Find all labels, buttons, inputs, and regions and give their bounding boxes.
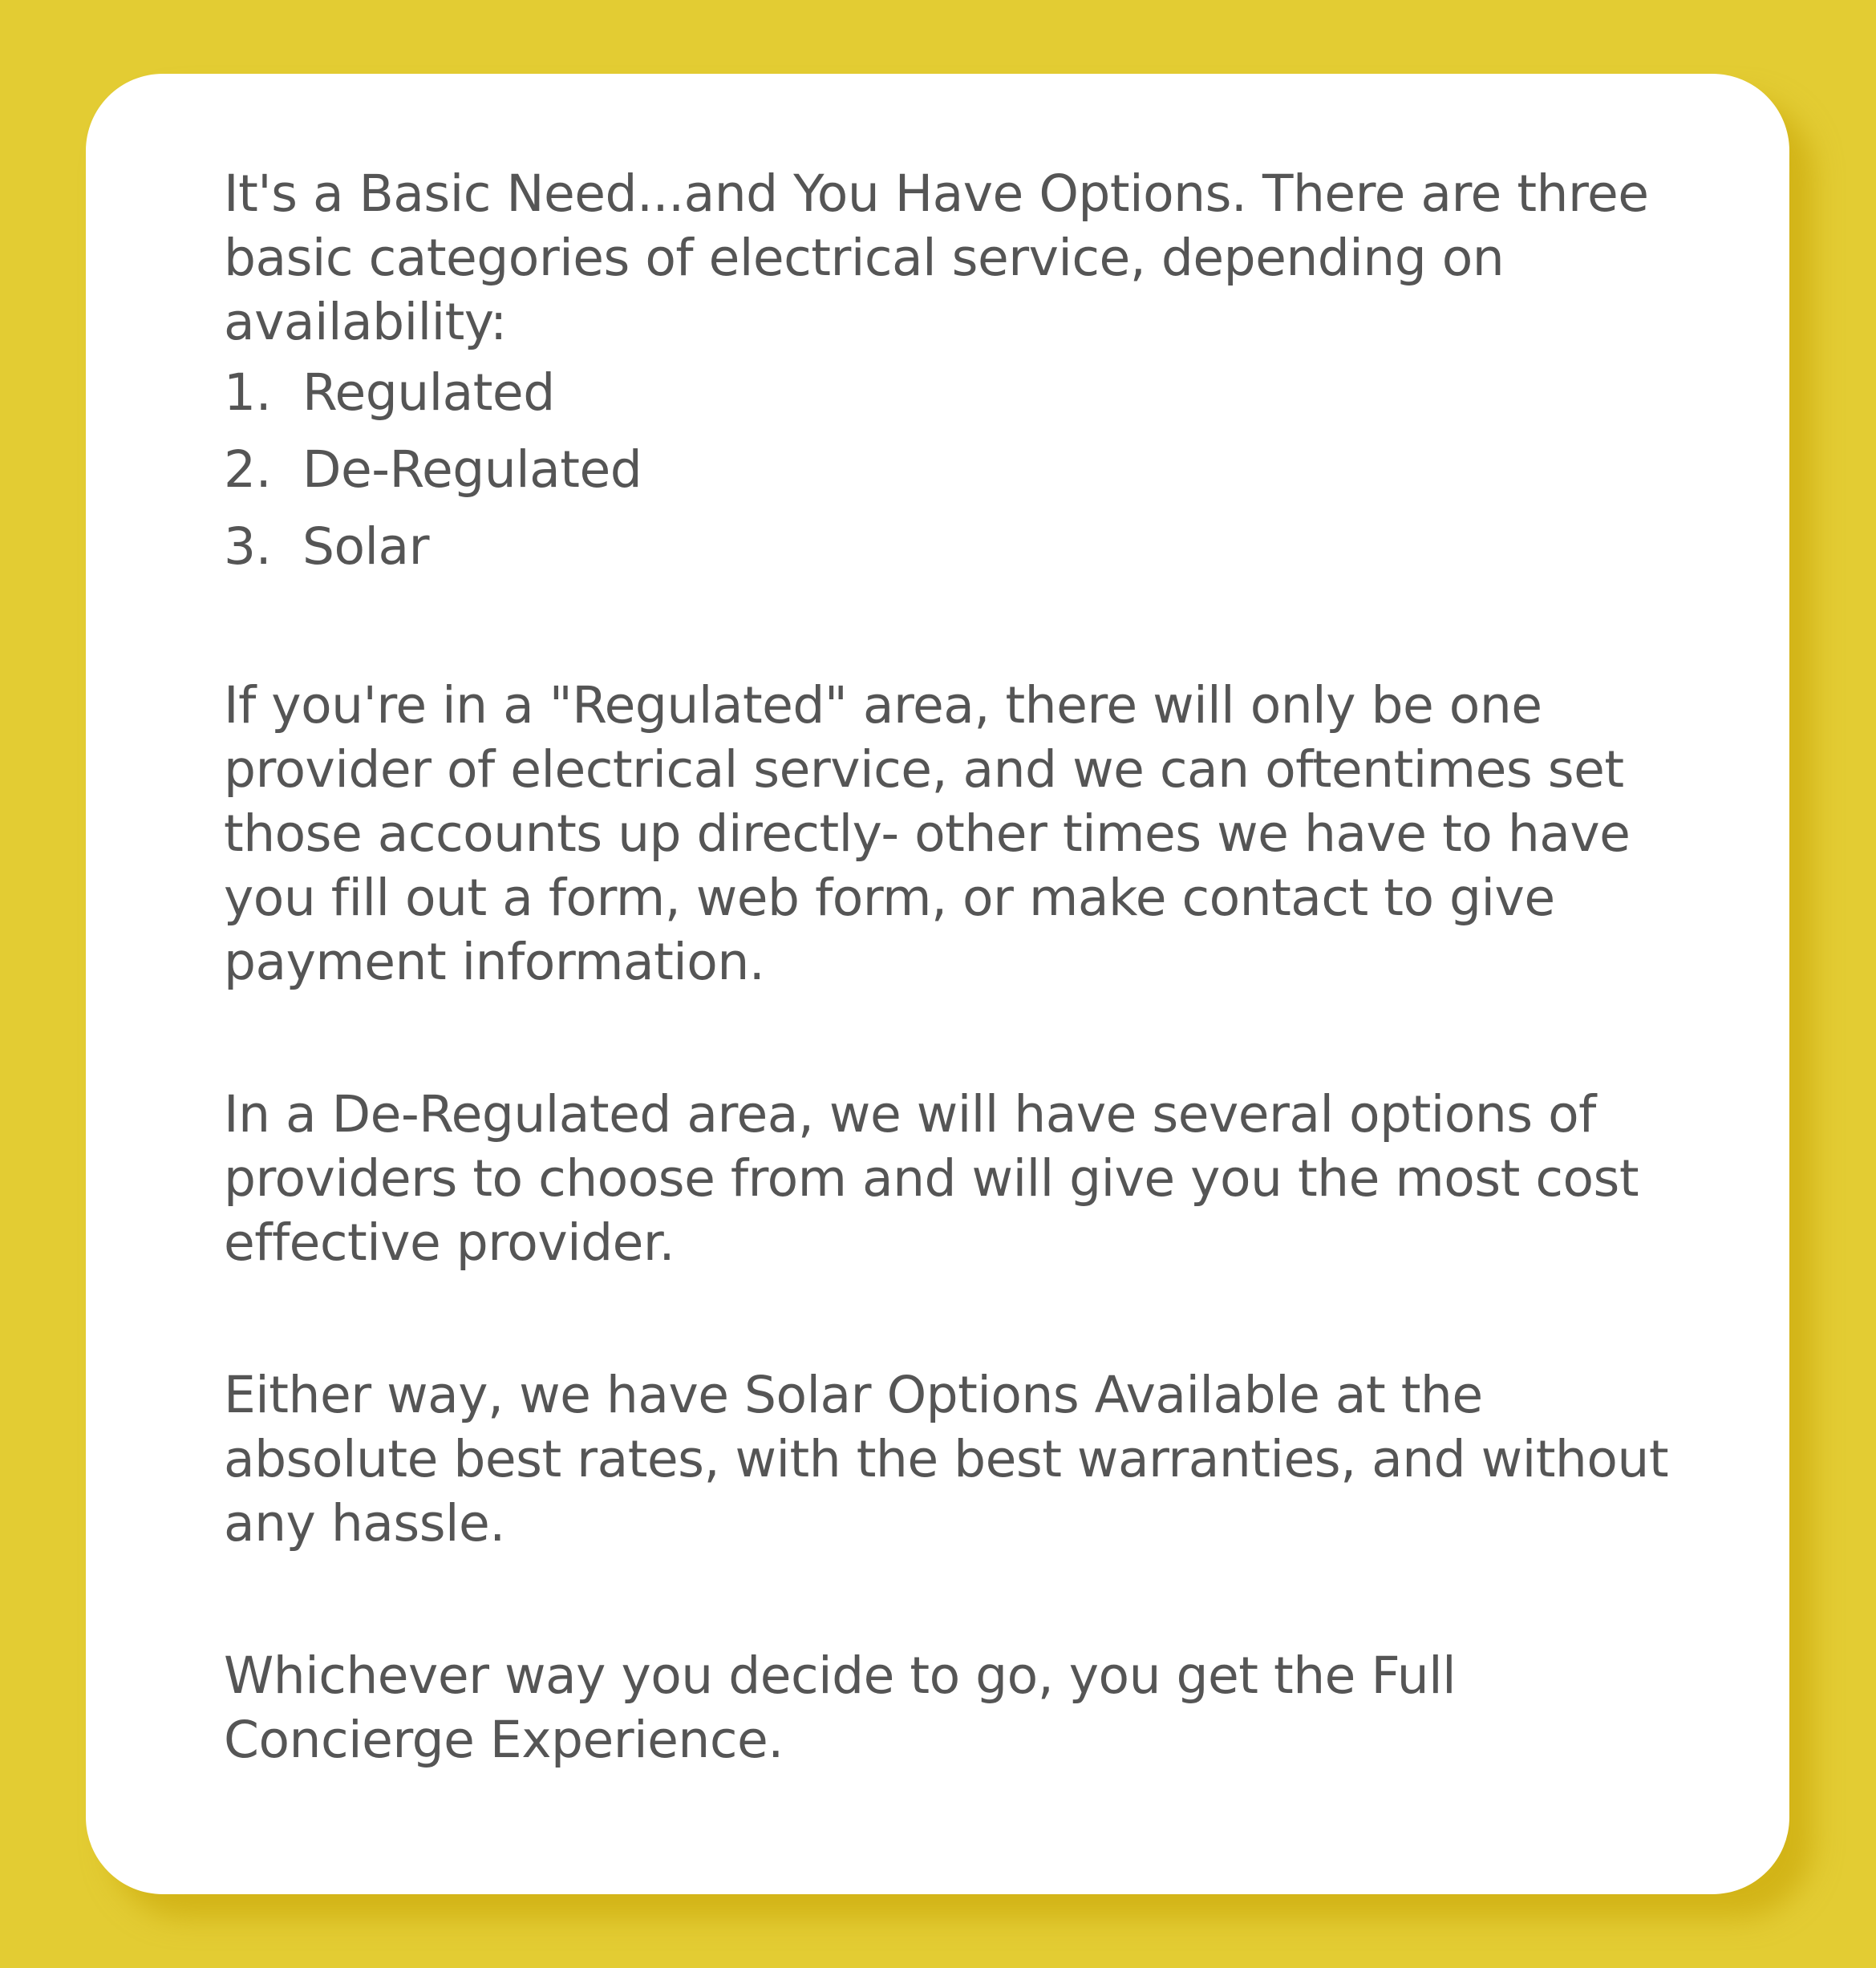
- list-number: 2.: [224, 440, 272, 499]
- intro-paragraph: It's a Basic Need...and You Have Options. There are three basic categories of electrical service, depending on availability:: [224, 164, 1649, 351]
- regulated-paragraph: If you're in a "Regulated" area, there will only be one provider of electrical service, and we can oftentimes set those accounts up directly- other times we have to have you fill out a form, web form, or make contact to give payment information.: [224, 676, 1631, 991]
- content-card: [86, 74, 1789, 1894]
- solar-paragraph: Either way, we have Solar Options Available at the absolute best rates, with the best warranties, and without any hassle.: [224, 1366, 1669, 1553]
- list-item: [224, 508, 1693, 585]
- service-options-list: [224, 354, 1693, 585]
- list-number: 3.: [224, 517, 272, 576]
- list-item: [224, 354, 1693, 431]
- list-label: Regulated: [302, 363, 555, 422]
- list-item: [224, 431, 1693, 508]
- list-label: De-Regulated: [302, 440, 642, 499]
- list-number: 1.: [224, 363, 272, 422]
- list-label: Solar: [302, 517, 430, 576]
- deregulated-paragraph: In a De-Regulated area, we will have several options of providers to choose from and will give you the most cost effective provider.: [224, 1085, 1639, 1272]
- closing-paragraph: Whichever way you decide to go, you get the Full Concierge Experience.: [224, 1646, 1457, 1769]
